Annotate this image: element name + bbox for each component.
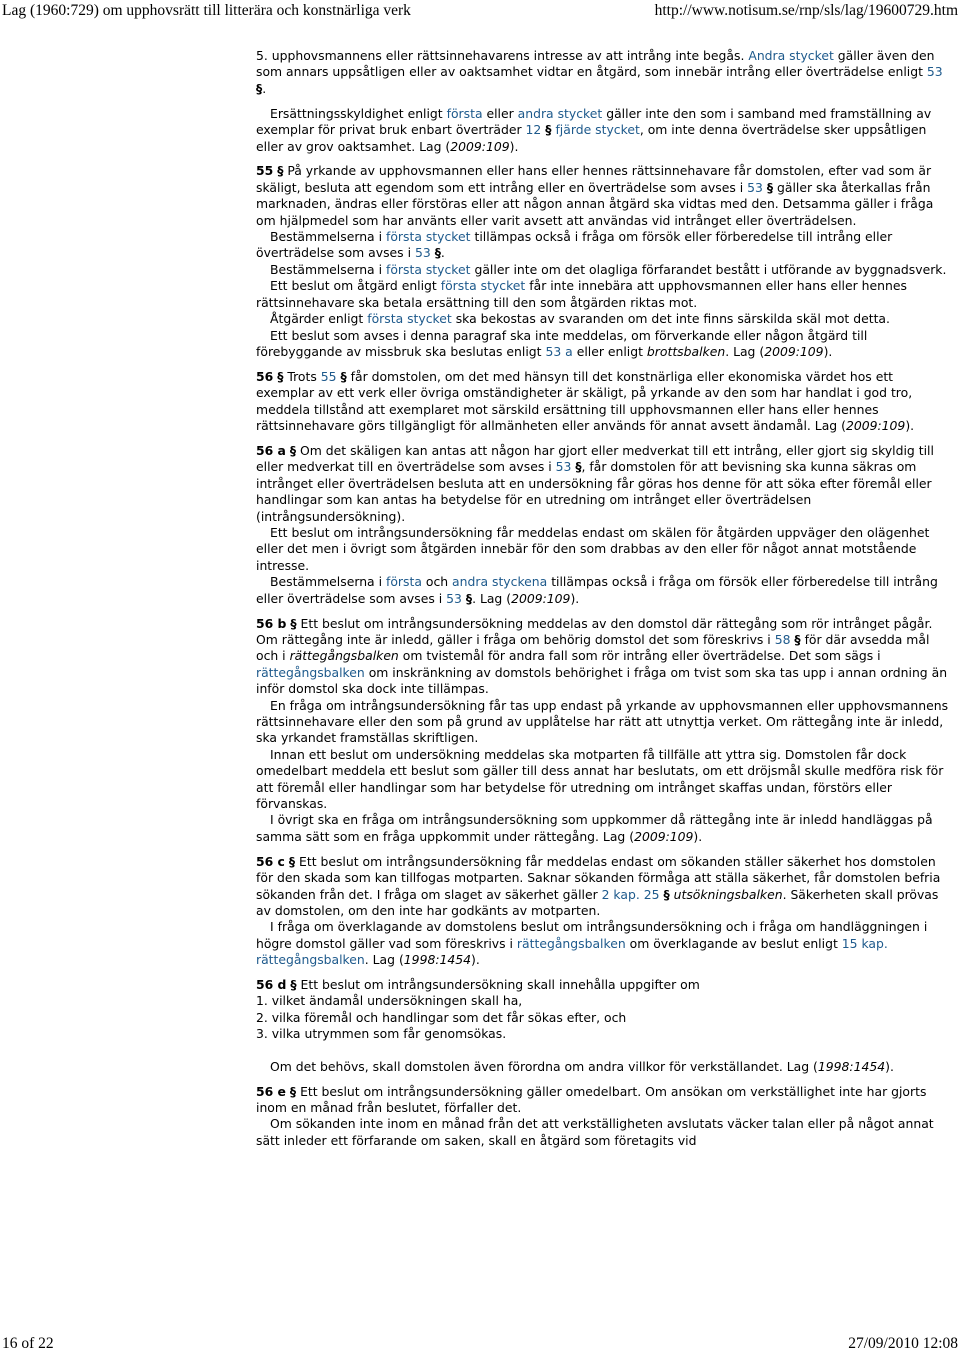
link-forsta-stycket[interactable]: första stycket xyxy=(385,229,471,245)
link-12[interactable]: 12 xyxy=(525,122,542,138)
link-andra-stycket[interactable]: andra stycket xyxy=(517,105,603,121)
section-icon: § xyxy=(766,179,774,195)
link-15-kap-rattegangsbalken[interactable]: 15 kap. rättegångsbalken xyxy=(256,935,888,968)
section-icon: § xyxy=(545,122,552,138)
section-56: 56 § Trots 55 § får domstolen, om det med hänsyn till det konstnärliga eller ekonomiska värdet hos ett exemplar av ett verk eller övriga omständigheter är skäligt, på yrkande av den som har handlat i god tro, meddela tillstånd att exemplaret mot särskild ersättning till upphovsmannen eller hans eller hennes rättsinnehavare görs tillgängligt för allmänheten eller används för annat avsett ändamål. Lag (2009:109). xyxy=(256,368,915,434)
section-icon: § xyxy=(277,368,284,384)
link-55[interactable]: 55 xyxy=(320,368,337,384)
section-56a: 56 a § Om det skäligen kan antas att någon har gjort eller medverkat till ett intrång, eller gjort sig skyldig till eller medverkat till en överträdelse som avses i 53 §, får domstolen för att bevisning ska kunna säkras om intrånget eller överträdelsen besluta att en undersökning får göras hos denne för att söka efter föremål eller handlingar som kan antas ha betydelse för en utredning om intrånget eller överträdelsen (intrångsundersökning). xyxy=(256,442,934,524)
browser-print-footer xyxy=(0,1333,960,1357)
link-53[interactable]: 53 xyxy=(414,245,431,261)
section-number: 56 e xyxy=(256,1083,286,1099)
link-andra-stycket[interactable]: Andra stycket xyxy=(748,48,834,63)
section-56c: 56 c § Ett beslut om intrångsundersökning får meddelas endast om sökanden ställer säkerhet hos domstolen för den skada som kan tillfogas motparten. Saknar sökanden förmåga att ställa säkerhet, får domstolen befria sökanden från det. I fråga om slaget av säkerhet gäller 2 kap. 25 § utsökningsbalken. Säkerheten skall prövas av domstolen, om den inte har godkänts av motparten. xyxy=(256,853,941,918)
section-icon: § xyxy=(794,631,801,647)
paragraph: Bestämmelserna i första stycket gäller inte om det olagliga förfarandet bestått i utförande av byggnadsverk. xyxy=(270,261,947,277)
link-fjarde-stycket[interactable]: fjärde stycket xyxy=(555,122,640,138)
paragraph: Ett beslut om åtgärd enligt första stycket får inte innebära att upphovsmannen eller hans eller hennes rättsinnehavare ska betala ersättning till den som åtgärden riktas mot. xyxy=(256,278,907,310)
link-rattegangsbalken[interactable]: rättegångsbalken xyxy=(256,664,365,680)
paragraph: Innan ett beslut om undersökning meddelas ska motparten få tillfälle att yttra sig. Domstolen får dock omedelbart meddela ett beslut som gäller till dess annat har beslutats, om ett dröjsmål skulle medföra risk för att föremål eller handlingar som har betydelse för utredning om intrånget skaffas undan, förstörs eller förvanskas. xyxy=(256,746,944,811)
section-number: 55 xyxy=(256,163,274,179)
section-55: 55 § På yrkande av upphovsmannen eller hans eller hennes rättsinnehavare får domstolen, efter vad som är skäligt, besluta att egendom som ett intrång eller en överträdelse som avses i 53 § gäller ska återkallas från marknaden, ändras eller förstöras eller att någon annan åtgärd ska vidtas med den. Detsamma gäller i fråga om hjälpmedel som har använts eller varit avsett att användas vid intrånget eller överträdelsen. xyxy=(256,163,934,228)
paragraph: Bestämmelserna i första stycket tillämpas också i fråga om försök eller förberedelse till intrång eller överträdelse som avses i 53 §. xyxy=(256,229,893,261)
paragraph: I övrigt ska en fråga om intrångsundersökning som uppkommer då rättegång inte är inledd handläggas på samma sätt som en fråga uppkommit under rättegång. Lag (2009:109). xyxy=(256,812,933,844)
link-53[interactable]: 53 xyxy=(747,179,763,195)
link-andra-styckena[interactable]: andra styckena xyxy=(452,574,548,590)
section-56e: 56 e § Ett beslut om intrångsundersökning gäller omedelbart. Om ansökan om verkställighet inte har gjorts inom en månad från beslutet, förfaller det. xyxy=(256,1083,927,1115)
section-icon: § xyxy=(340,368,347,384)
link-53[interactable]: 53 xyxy=(446,590,462,606)
link-forsta-stycket[interactable]: första stycket xyxy=(440,278,526,294)
paragraph: Bestämmelserna i första och andra styckena tillämpas också i fråga om försök eller förberedelse till intrång eller överträdelse som avses i 53 §. Lag (2009:109). xyxy=(256,574,938,606)
paragraph: Ersättningsskyldighet enligt första eller andra stycket gäller inte den som i samband med framställning av exemplar för privat bruk enbart överträder 12 § fjärde stycket, om inte denna överträdelse sker uppsåtligen eller av grov oaktsamhet. Lag (2009:109). xyxy=(256,105,932,154)
section-56d: 56 d § Ett beslut om intrångsundersökning skall innehålla uppgifter om xyxy=(256,977,700,993)
section-icon: § xyxy=(277,163,284,179)
section-icon: § xyxy=(289,442,297,458)
paragraph: Ett beslut som avses i denna paragraf ska inte meddelas, om förverkande eller någon åtgärd till förebyggande av missbruk ska beslutas enligt 53 a eller enligt brottsbalken. Lag (2009:109). xyxy=(256,327,868,359)
section-number: 56 c xyxy=(256,853,285,869)
link-53[interactable]: 53 xyxy=(926,64,943,80)
section-icon: § xyxy=(434,245,441,261)
link-forsta-stycket[interactable]: första stycket xyxy=(367,311,452,327)
paragraph: I fråga om överklagande av domstolens beslut om intrångsundersökning och i fråga om handläggningen i högre domstol gäller vad som föreskrivs i rättegångsbalken om överklagande av beslut enligt 15 kap. rättegångsbalken. Lag (1998:1454). xyxy=(256,919,928,968)
section-56b: 56 b § Ett beslut om intrångsundersökning meddelas av den domstol där rättegång som rör intrånget pågår. Om rättegång inte är inledd, gäller i fråga om behörig domstol det som föreskrivs i 58 § för där avsedda mål och i rättegångsbalken om tvistemål för andra fall som rör intrång eller överträdelse. Det som sägs i rättegångsbalken om inskränkning av domstols behörighet i fråga om tvist som ska tas upp i annan ordning än inför domstol ska dock inte tillämpas. xyxy=(256,615,948,697)
section-number: 56 xyxy=(256,368,274,384)
link-53a[interactable]: 53 a xyxy=(545,343,573,359)
link-rattegangsbalken[interactable]: rättegångsbalken xyxy=(516,935,626,951)
list-item: 2. vilka föremål och handlingar som det får sökas efter, och xyxy=(256,1009,627,1025)
paragraph: Åtgärder enligt första stycket ska bekostas av svaranden om det inte finns särskilda skäl mot detta. xyxy=(270,311,890,327)
paragraph: En fråga om intrångsundersökning får tas upp endast på yrkande av upphovsmannen eller upphovsmannens rättsinnehavare eller den som på grund av upplåtelse har rätt att utnyttja verket. Om rättegång inte är inledd, ska yrkandet framställas skriftligen. xyxy=(256,697,949,746)
link-2-kap-25[interactable]: 2 kap. 25 xyxy=(601,886,660,902)
section-icon: § xyxy=(289,1083,297,1099)
link-forsta[interactable]: första xyxy=(385,574,422,590)
print-timestamp: 27/09/2010 12:08 xyxy=(848,1335,958,1352)
paragraph: Om det behövs, skall domstolen även förordna om andra villkor för verkställandet. Lag (1998:1454). xyxy=(270,1058,894,1074)
page-number: 16 of 22 xyxy=(2,1335,54,1352)
law-text xyxy=(256,48,952,1149)
section-icon: § xyxy=(465,590,473,606)
section-icon: § xyxy=(290,615,297,631)
section-icon: § xyxy=(290,977,297,993)
section-number: 56 d xyxy=(256,977,287,993)
link-forsta[interactable]: första xyxy=(446,105,483,121)
section-icon: § xyxy=(663,886,670,902)
document-url: http://www.notisum.se/rnp/sls/lag/19600729.htm xyxy=(654,2,958,19)
paragraph: Om sökanden inte inom en månad från det att verkställigheten avslutats väcker talan eller på något annat sätt inleder ett förfarande om saken, skall en åtgärd som företagits vid xyxy=(256,1116,934,1148)
section-icon: § xyxy=(575,459,582,475)
link-forsta-stycket[interactable]: första stycket xyxy=(385,261,471,277)
list-item: 1. vilket ändamål undersökningen skall ha, xyxy=(256,993,523,1009)
section-number: 56 b xyxy=(256,615,287,631)
browser-print-header xyxy=(0,0,960,22)
link-53[interactable]: 53 xyxy=(555,459,572,475)
paragraph: 5. upphovsmannens eller rättsinnehavarens intresse av att intrång inte begås. Andra stycket gäller även den som annars uppsåtligen eller av oaktsamhet vidtar en åtgärd, som innebär intrång eller överträdelse enligt 53 §. xyxy=(256,48,943,96)
section-icon: § xyxy=(288,853,296,869)
section-icon: § xyxy=(256,80,263,96)
link-58[interactable]: 58 xyxy=(774,631,791,647)
list-item: 3. vilka utrymmen som får genomsökas. xyxy=(256,1026,507,1042)
paragraph: Ett beslut om intrångsundersökning får meddelas endast om skälen för åtgärden uppväger den olägenhet eller det men i övrigt som åtgärden innebär för den som drabbas av den eller för något annat motstående intresse. xyxy=(256,524,930,573)
document-title: Lag (1960:729) om upphovsrätt till litterära och konstnärliga verk xyxy=(2,2,411,19)
section-number: 56 a xyxy=(256,442,286,458)
